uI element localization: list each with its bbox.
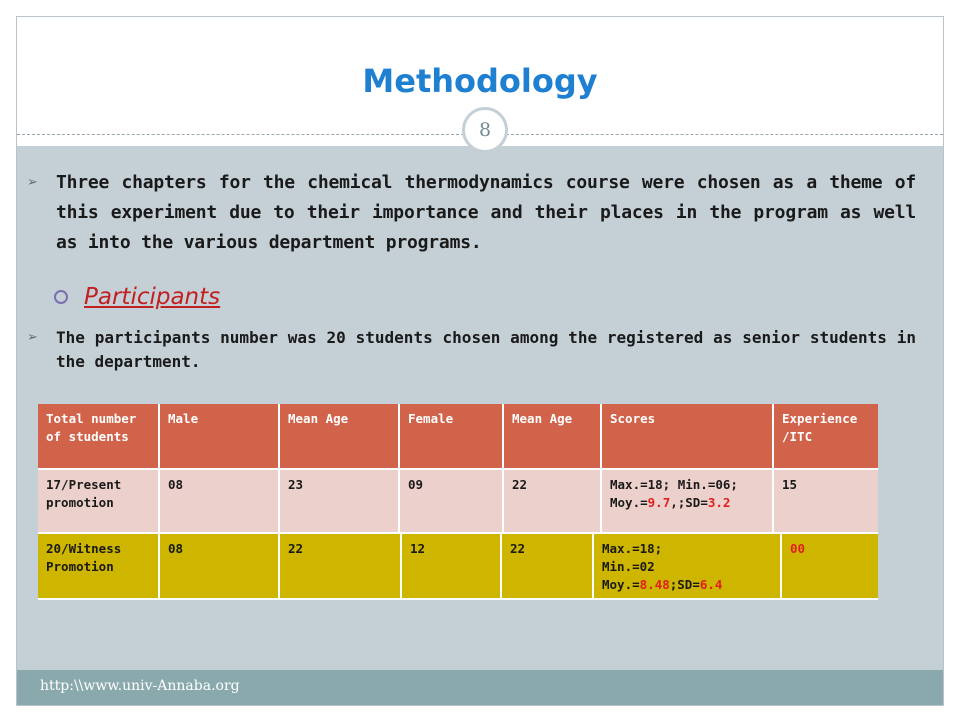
scores-text: ,;SD= (670, 495, 708, 510)
table-cell: 08 (160, 470, 278, 532)
scores-text: Moy.= (602, 577, 640, 592)
paragraph-intro: Three chapters for the chemical thermodynamics course were chosen as a theme of this experiment due to their importance and their places in the program as well as into the various department programs. (56, 172, 916, 253)
table-cell: 17/Present promotion (38, 470, 158, 532)
table-header-cell: Total number of students (38, 404, 158, 468)
footer-url-link[interactable]: http:\\www.univ-Annaba.org (40, 678, 240, 694)
table-header-cell: Scores (602, 404, 772, 468)
slide-title: Methodology (362, 62, 598, 100)
sd-value: 6.4 (699, 577, 723, 592)
page-number-badge: 8 (462, 107, 508, 153)
table-cell: 22 (502, 534, 592, 598)
moy-value: 8.48 (639, 577, 670, 592)
table-cell: 20/Witness Promotion (38, 534, 158, 598)
table-header-cell: Mean Age (280, 404, 398, 468)
section-heading-participants: Participants (84, 284, 221, 310)
paragraph-participants: The participants number was 20 students chosen among the registered as senior students in the department. (56, 328, 916, 371)
table-cell: 08 (160, 534, 278, 598)
table-cell: 09 (400, 470, 502, 532)
table-cell: 15 (774, 470, 878, 532)
table-cell: 22 (504, 470, 600, 532)
table-header-cell: Mean Age (504, 404, 600, 468)
arrow-bullet-icon: ➢ (27, 175, 38, 190)
scores-text: Max.=18; Min.=06; Moy.= (610, 477, 738, 510)
table-header-cell: Female (400, 404, 502, 468)
scores-text: ;SD= (669, 577, 700, 592)
table-header-cell: Experience /ITC (774, 404, 878, 468)
table-cell-scores (602, 470, 772, 532)
scores-line: Min.=02 (602, 559, 655, 574)
table-header-cell: Male (160, 404, 278, 468)
circle-bullet-icon (54, 290, 68, 304)
sd-value: 3.2 (707, 495, 731, 510)
table-cell-experience (782, 534, 878, 598)
table-cell: 12 (402, 534, 500, 598)
arrow-bullet-icon: ➢ (27, 330, 38, 345)
table-cell: 23 (280, 470, 398, 532)
experience-value: 00 (790, 541, 806, 556)
participants-table (38, 404, 878, 600)
table-cell-scores (594, 534, 780, 598)
scores-line: Max.=18; (602, 541, 663, 556)
table-cell: 22 (280, 534, 400, 598)
moy-value: 9.7 (647, 495, 671, 510)
